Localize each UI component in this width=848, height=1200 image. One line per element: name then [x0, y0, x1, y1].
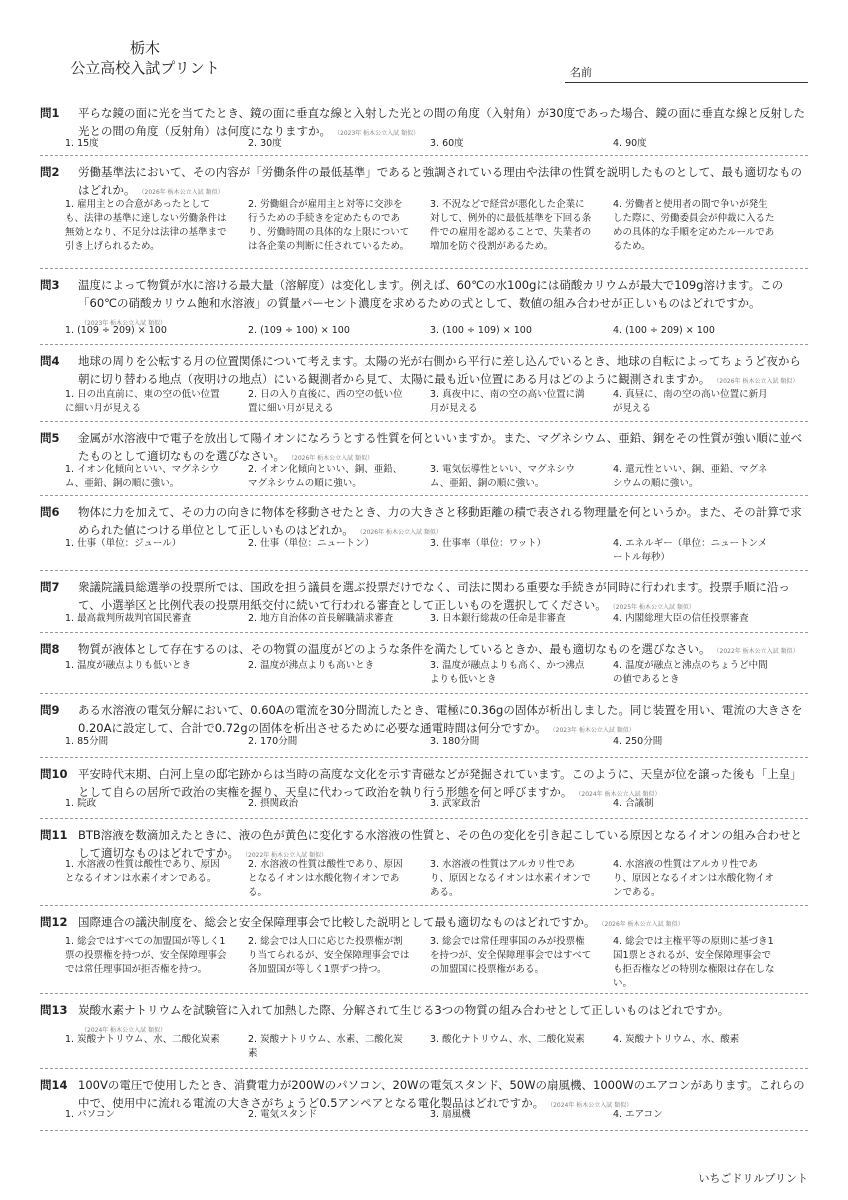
option-2[interactable]: 2. 労働組合が雇用主と対等に交渉を行うための手続きを定めたものであり、労働時間の具体的な上限については各企業の判断に任されているため。: [248, 199, 410, 252]
divider: [40, 993, 808, 994]
question-text: 金属が水溶液中で電子を放出して陽イオンになろうとする性質を何といいますか。また、マグネシウム、亜鉛、銅をその性質が強い順に並べたものとして適切なものを選びなさい。 （2026年 栃木公立入試 類似）: [78, 431, 803, 463]
option-1[interactable]: 1. 最高裁判所裁判官国民審査: [65, 613, 192, 624]
option-4[interactable]: 4. エアコン: [613, 1109, 663, 1120]
title-main: 公立高校入試プリント: [70, 59, 220, 77]
option-2[interactable]: 2. 温度が沸点よりも高いとき: [248, 660, 375, 671]
divider: [40, 632, 808, 633]
question-source: （2024年 栃木公立入試 類似）: [550, 1102, 633, 1109]
question-number: 問10: [40, 767, 68, 781]
option-1[interactable]: 1. パソコン: [65, 1109, 115, 1120]
question-6: [40, 503, 808, 571]
divider: [40, 1130, 808, 1131]
option-4[interactable]: 4. 250分間: [613, 736, 663, 747]
title-prefecture: 栃木: [129, 39, 160, 57]
option-3[interactable]: 3. 扇風機: [430, 1109, 471, 1120]
question-source: （2022年 栃木公立入試 類似）: [716, 648, 799, 655]
option-2[interactable]: 2. イオン化傾向といい、銅、亜鉛、マグネシウムの順に強い。: [248, 464, 403, 489]
option-1[interactable]: 1. 水溶液の性質は酸性であり、原因となるイオンは水素イオンである。: [65, 859, 220, 884]
question-source: （2024年 栃木公立入試 類似）: [84, 1027, 167, 1034]
question-text: ある水溶液の電気分解において、0.60Aの電流を30分間流したとき、電極に0.36gの固体が析出しました。同じ装置を用い、電流の大きさを0.20Aに設定して、合計で0.72gの固体を析出させるために必要な通電時間は何分ですか。 （2023年 栃木公立入試 類似）: [78, 703, 803, 735]
question-source: （2026年 栃木公立入試 類似）: [716, 378, 799, 385]
question-text: 物体に力を加えて、その力の向きに物体を移動させたとき、力の大きさと移動距離の積で表される物理量を何というか。また、その計算で求められた値につける単位として正しいものはどれか。 （2026年 栃木公立入試 類似）: [78, 505, 802, 537]
divider: [40, 570, 808, 571]
divider: [40, 757, 808, 758]
question-number: 問3: [40, 278, 60, 292]
option-2[interactable]: 2. 地方自治体の首長解職請求審査: [248, 613, 394, 624]
question-text: 温度によって物質が水に溶ける最大量（溶解度）は変化します。例えば、60℃の水100gには硝酸カリウムが最大で109g溶けます。この「60℃の硝酸カリウム飽和水溶液」の質量パーセント濃度を求めるための式として、数値の組み合わせが正しいものはどれですか。（2023年 栃木公立入試 類似）: [78, 278, 784, 327]
question-2: [40, 163, 808, 273]
question-11: [40, 826, 808, 906]
option-2[interactable]: 2. 電気スタンド: [248, 1109, 318, 1120]
question-source: （2023年 栃木公立入試 類似）: [552, 727, 635, 734]
question-number: 問1: [40, 106, 60, 120]
question-number: 問2: [40, 165, 60, 179]
question-number: 問4: [40, 354, 60, 368]
divider: [40, 421, 808, 422]
divider: [40, 268, 808, 269]
option-2[interactable]: 2. (109 ÷ 100) × 100: [248, 325, 350, 336]
option-1[interactable]: 1. 院政: [65, 798, 97, 809]
option-1[interactable]: 1. 日の出直前に、東の空の低い位置に細い月が見える: [65, 389, 220, 414]
option-4[interactable]: 4. 温度が融点と沸点のちょうど中間の値であるとき: [613, 660, 768, 685]
question-text: BTB溶液を数滴加えたときに、液の色が黄色に変化する水溶液の性質と、その色の変化を引き起こしている原因となるイオンの組み合わせとして適切なものはどれですか。 （2022年 栃木公立入試 類似）: [78, 828, 802, 860]
question-number: 問6: [40, 505, 60, 519]
name-field-line[interactable]: [565, 82, 808, 83]
question-number: 問11: [40, 828, 68, 842]
option-3[interactable]: 3. 温度が融点よりも高く、かつ沸点よりも低いとき: [430, 660, 585, 685]
option-1[interactable]: 1. 総会ではすべての加盟国が等しく1票の投票権を持つが、安全保障理事会では常任理事国が拒否権を持つ。: [65, 936, 227, 975]
question-source: （2026年 栃木公立入試 類似）: [359, 529, 442, 536]
question-text: 地球の周りを公転する月の位置関係について考えます。太陽の光が右側から平行に差し込んでいるとき、地球の自転によってちょうど夜から朝に切り替わる地点（夜明けの地点）にいる観測者から見て、太陽に最も近い位置にある月はどのように観測されますか。 （2026年 栃木公立入試 類似）: [78, 354, 801, 386]
option-3[interactable]: 3. 電気伝導性といい、マグネシウム、亜鉛、銅の順に強い。: [430, 464, 575, 489]
question-14: [40, 1076, 808, 1128]
option-4[interactable]: 4. 内閣総理大臣の信任投票審査: [613, 613, 749, 624]
question-number: 問12: [40, 915, 68, 929]
question-5: [40, 429, 808, 493]
option-3[interactable]: 3. 総会では常任理事国のみが投票権を持つが、安全保障理事会ではすべての加盟国に投票権がある。: [430, 936, 592, 975]
option-3[interactable]: 3. 不況などで経営が悪化した企業に対して、例外的に最低基準を下回る条件での雇用を認めることで、失業者の増加を防ぐ役割があるため。: [430, 199, 592, 252]
option-1[interactable]: 1. 雇用主との合意があったとしても、法律の基準に達しない労働条件は無効となり、不足分は法律の基準まで引き上げられるため。: [65, 199, 227, 252]
question-source: （2026年 栃木公立入試 類似）: [291, 455, 374, 462]
question-10: [40, 765, 808, 817]
question-13: [40, 1001, 808, 1067]
question-text: 炭酸水素ナトリウムを試験管に入れて加熱した際、分解されて生じる3つの物質の組み合わせとして正しいものはどれですか。（2024年 栃木公立入試 類似）: [78, 1003, 730, 1034]
question-source: （2025年 栃木公立入試 類似）: [612, 604, 695, 611]
question-12: [40, 913, 808, 993]
question-text: 物質が液体として存在するのは、その物質の温度がどのような条件を満たしているときか、最も適切なものを選びなさい。 （2022年 栃木公立入試 類似）: [78, 642, 799, 656]
option-3[interactable]: 3. 日本銀行総裁の任命是非審査: [430, 613, 566, 624]
question-7: [40, 578, 808, 634]
question-number: 問8: [40, 642, 60, 656]
option-1[interactable]: 1. 仕事（単位：ジュール）: [65, 538, 182, 549]
option-4[interactable]: 4. 労働者と使用者の間で争いが発生した際に、労働委員会が仲裁に入るための具体的な手順を定めたルールであるため。: [613, 199, 775, 252]
question-1: [40, 104, 808, 152]
option-4[interactable]: 4. 合議制: [613, 798, 654, 809]
question-source: （2026年 栃木公立入試 類似）: [601, 921, 684, 928]
option-4[interactable]: 4. 真昼に、南の空の高い位置に新月が見える: [613, 389, 768, 414]
question-text: 衆議院議員総選挙の投票所では、国政を担う議員を選ぶ投票だけでなく、司法に関わる重要な手続きが同時に行われます。投票手順に沿って、小選挙区と比例代表の投票用紙交付に続いて行われる審査として正しいものを選択してください。 （2025年 栃木公立入試 類似）: [78, 580, 790, 612]
option-3[interactable]: 3. 60度: [430, 138, 464, 149]
question-text: 国際連合の議決制度を、総会と安全保障理事会で比較した説明として最も適切なものはどれですか。 （2026年 栃木公立入試 類似）: [78, 915, 684, 929]
question-9: [40, 701, 808, 753]
option-3[interactable]: 3. 武家政治: [430, 798, 481, 809]
question-4: [40, 352, 808, 420]
option-2[interactable]: 2. 仕事（単位：ニュートン）: [248, 538, 375, 549]
question-8: [40, 640, 808, 694]
option-2[interactable]: 2. 170分間: [248, 736, 298, 747]
option-2[interactable]: 2. 炭酸ナトリウム、水素、二酸化炭素: [248, 1034, 403, 1059]
divider: [40, 495, 808, 496]
question-source: （2023年 栃木公立入試 類似）: [337, 130, 420, 137]
option-2[interactable]: 2. 30度: [248, 138, 282, 149]
question-number: 問9: [40, 703, 60, 717]
option-3[interactable]: 3. 180分間: [430, 736, 480, 747]
option-2[interactable]: 2. 日の入り直後に、西の空の低い位置に細い月が見える: [248, 389, 403, 414]
option-4[interactable]: 4. 炭酸ナトリウム、水、酸素: [613, 1034, 740, 1045]
option-3[interactable]: 3. (100 ÷ 109) × 100: [430, 325, 532, 336]
question-number: 問13: [40, 1003, 68, 1017]
option-4[interactable]: 4. 総会では主権平等の原則に基づき1国1票とされるが、安全保障理事会でも拒否権などの特別な権限は存在しない。: [613, 936, 775, 989]
divider: [40, 344, 808, 345]
page-title: [60, 38, 230, 78]
question-text: 平らな鏡の面に光を当てたとき、鏡の面に垂直な線と入射した光との間の角度（入射角）が30度であった場合、鏡の面に垂直な線と反射した光との間の角度（反射角）は何度になりますか。 （2023年 栃木公立入試 類似）: [78, 106, 806, 138]
option-2[interactable]: 2. 水溶液の性質は酸性であり、原因となるイオンは水酸化物イオンである。: [248, 859, 403, 898]
divider: [40, 1068, 808, 1069]
question-text: 平安時代末期、白河上皇の邸宅跡からは当時の高度な文化を示す青磁などが発掘されています。このように、天皇が位を譲った後も「上皇」として自らの居所で政治の実権を握り、天皇に代わって政治を執り行う形態を何と呼びますか。 （2024年 栃木公立入試 類似）: [78, 767, 802, 799]
option-3[interactable]: 3. 水溶液の性質はアルカリ性であり、原因となるイオンは水素イオンである。: [430, 859, 591, 898]
option-2[interactable]: 2. 摂関政治: [248, 798, 299, 809]
name-label: 名前: [570, 66, 592, 79]
option-4[interactable]: 4. 還元性といい、銅、亜鉛、マグネシウムの順に強い。: [613, 464, 768, 489]
option-4[interactable]: 4. 水溶液の性質はアルカリ性であり、原因となるイオンは水酸化物イオンである。: [613, 859, 774, 898]
question-3: [40, 276, 808, 340]
option-1[interactable]: 1. 15度: [65, 138, 99, 149]
question-source: （2023年 栃木公立入試 類似）: [84, 320, 167, 327]
footer-brand: いちごドリルプリント: [698, 1172, 808, 1185]
option-4[interactable]: 4. 90度: [613, 138, 647, 149]
divider: [40, 155, 808, 156]
option-3[interactable]: 3. 真夜中に、南の空の高い位置に満月が見える: [430, 389, 585, 414]
question-number: 問14: [40, 1078, 68, 1092]
question-source: （2026年 栃木公立入試 類似）: [141, 189, 224, 196]
question-text: 100Vの電圧で使用したとき、消費電力が200Wのパソコン、20Wの電気スタンド、50Wの扇風機、1000Wのエアコンがあります。これらの中で、使用中に流れる電流の大きさがちょうど0.5アンペアとなる電化製品はどれですか。 （2024年 栃木公立入試 類似）: [78, 1078, 805, 1110]
divider: [40, 818, 808, 819]
option-1[interactable]: 1. 炭酸ナトリウム、水、二酸化炭素: [65, 1034, 220, 1045]
option-3[interactable]: 3. 酸化ナトリウム、水、二酸化炭素: [430, 1034, 585, 1045]
question-source: （2024年 栃木公立入試 類似）: [578, 791, 661, 798]
option-4[interactable]: 4. エネルギー（単位：ニュートンメートル毎秒）: [613, 538, 768, 563]
option-1[interactable]: 1. (109 ÷ 209) × 100: [65, 325, 167, 336]
option-1[interactable]: 1. 85分間: [65, 736, 109, 747]
option-4[interactable]: 4. (100 ÷ 209) × 100: [613, 325, 715, 336]
option-1[interactable]: 1. 温度が融点よりも低いとき: [65, 660, 192, 671]
question-number: 問5: [40, 431, 60, 445]
divider: [40, 905, 808, 906]
question-number: 問7: [40, 580, 60, 594]
option-3[interactable]: 3. 仕事率（単位：ワット）: [430, 538, 547, 549]
option-2[interactable]: 2. 総会では人口に応じた投票権が割り当てられるが、安全保障理事会では各加盟国が等しく1票ずつ持つ。: [248, 936, 410, 975]
option-1[interactable]: 1. イオン化傾向といい、マグネシウム、亜鉛、銅の順に強い。: [65, 464, 220, 489]
divider: [40, 693, 808, 694]
question-text: 労働基準法において、その内容が「労働条件の最低基準」であると強調されている理由や法律の性質を説明したものとして、最も適切なものはどれか。 （2026年 栃木公立入試 類似）: [78, 165, 803, 197]
question-source: （2022年 栃木公立入試 類似）: [245, 852, 328, 859]
